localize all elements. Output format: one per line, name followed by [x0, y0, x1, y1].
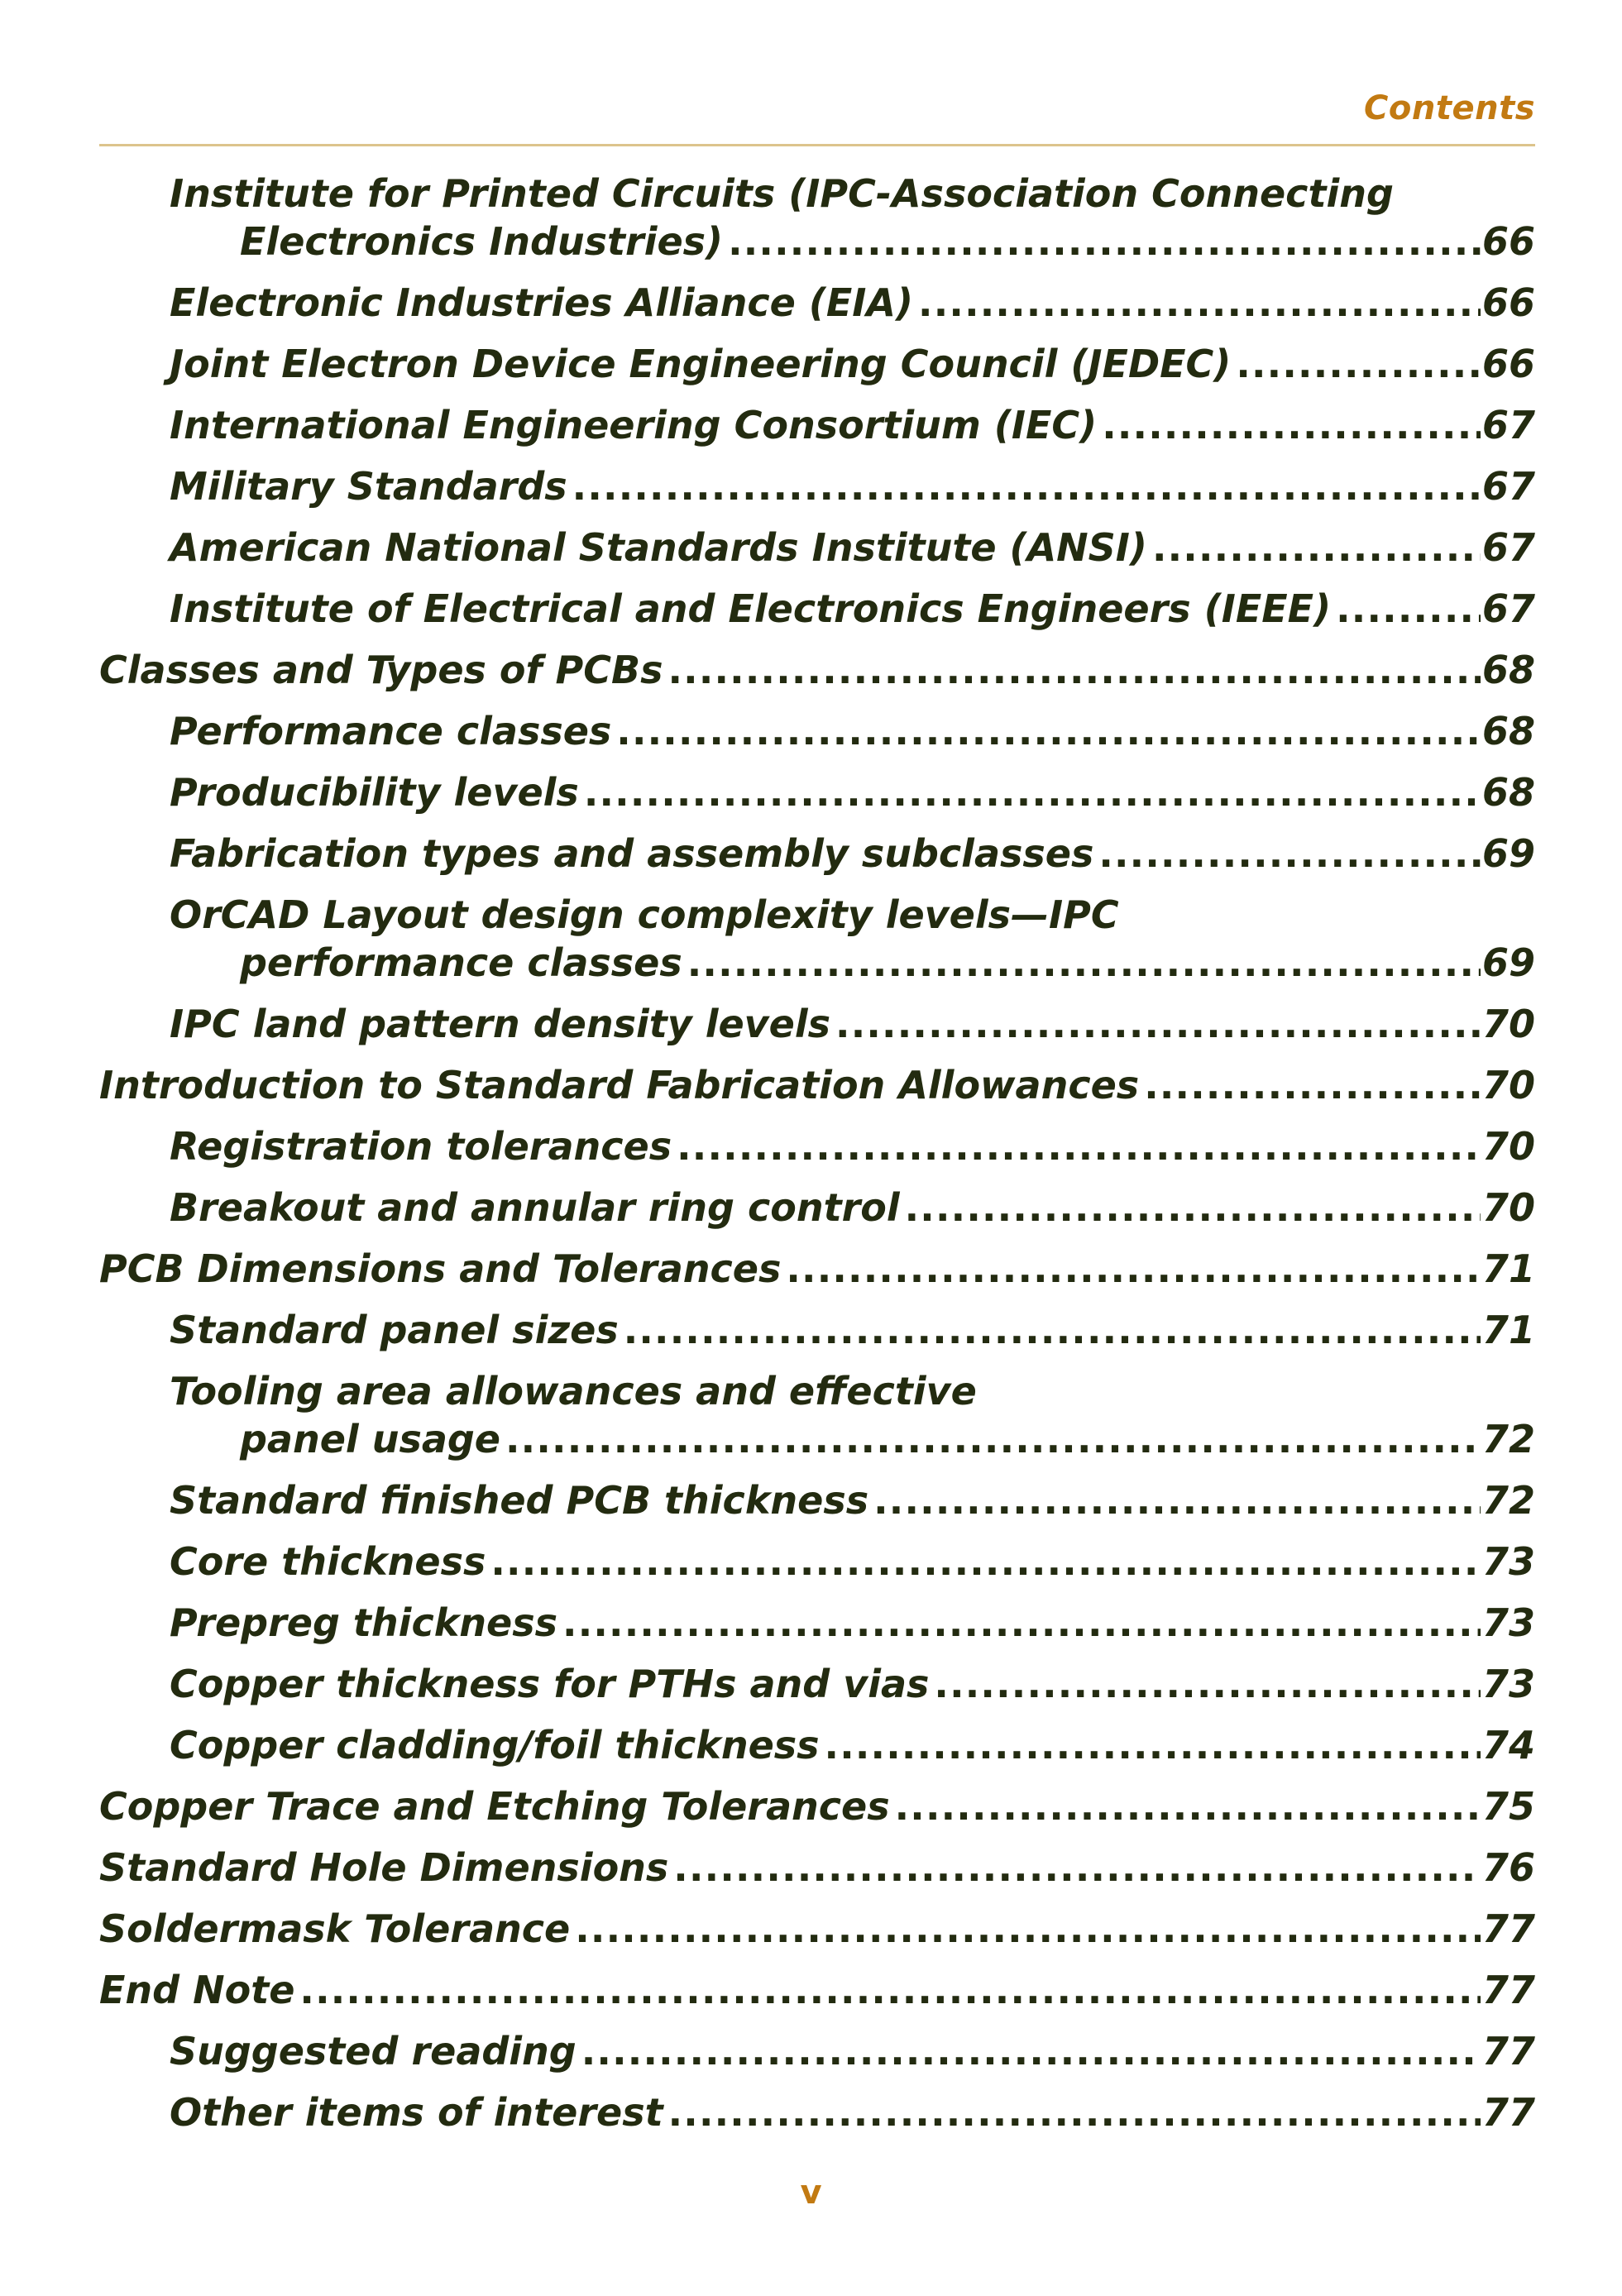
toc-entry-title: Copper Trace and Etching Tolerances	[99, 1784, 890, 1829]
toc-entry-title: IPC land pattern density levels	[170, 1002, 831, 1046]
toc-section-entry[interactable]	[99, 1245, 1535, 1293]
dot-leader	[668, 1844, 1481, 1892]
toc-entry-row	[170, 1599, 1535, 1647]
dot-leader	[682, 939, 1481, 987]
toc-page-number: 66	[1481, 342, 1535, 386]
dot-leader	[1097, 401, 1481, 449]
toc-entry-row	[99, 1844, 1535, 1892]
toc-page-number: 77	[1481, 1906, 1535, 1951]
dot-leader	[570, 1905, 1481, 1953]
toc-entry-row	[170, 279, 1535, 327]
toc-subsection-entry[interactable]	[99, 401, 1535, 449]
toc-section-entry[interactable]	[99, 1061, 1535, 1109]
toc-subsection-entry[interactable]	[99, 768, 1535, 816]
toc-entry-title: Fabrication types and assembly subclasses	[170, 831, 1094, 876]
toc-entry-row	[170, 707, 1535, 755]
toc-page-number: 67	[1481, 525, 1535, 570]
page-number: v	[800, 2174, 822, 2212]
dot-leader	[820, 1721, 1481, 1769]
toc-entry-row	[170, 1306, 1535, 1354]
dot-leader	[868, 1476, 1481, 1524]
toc-page-number: 70	[1481, 1002, 1535, 1046]
toc-page-number: 71	[1481, 1246, 1535, 1291]
toc-entry-row	[170, 524, 1535, 572]
toc-page-number: 72	[1481, 1478, 1535, 1523]
toc-page-number: 67	[1481, 464, 1535, 509]
toc-entry-title: Electronic Industries Alliance (EIA)	[170, 280, 914, 325]
toc-entry-title: Other items of interest	[170, 2090, 663, 2135]
toc-entry-row	[170, 1660, 1535, 1708]
toc-subsection-entry[interactable]	[99, 462, 1535, 510]
toc-page-number: 77	[1481, 2029, 1535, 2074]
toc-subsection-entry[interactable]	[99, 1599, 1535, 1647]
toc-subsection-entry[interactable]	[99, 1721, 1535, 1769]
toc-subsection-entry[interactable]	[99, 340, 1535, 388]
toc-page-number: 68	[1481, 709, 1535, 753]
toc-entry-title: Electronics Industries)	[240, 219, 724, 264]
toc-page-number: 77	[1481, 2090, 1535, 2135]
dot-leader	[486, 1538, 1481, 1586]
dot-leader	[913, 279, 1481, 327]
toc-subsection-entry[interactable]	[99, 1122, 1535, 1170]
toc-subsection-entry[interactable]	[99, 1476, 1535, 1524]
toc-subsection-entry[interactable]	[99, 170, 1535, 265]
table-of-contents	[99, 170, 1535, 2150]
toc-entry-title: panel usage	[240, 1417, 500, 1461]
toc-subsection-entry[interactable]	[99, 1184, 1535, 1232]
toc-page-number: 70	[1481, 1124, 1535, 1169]
dot-leader	[663, 646, 1481, 694]
toc-entry-row	[170, 462, 1535, 510]
toc-entry-title: American National Standards Institute (ANSI)	[170, 525, 1147, 570]
toc-entry-title-line1: Institute for Printed Circuits (IPC-Association Connecting	[170, 171, 1394, 216]
toc-entry-title: Registration tolerances	[170, 1124, 672, 1169]
toc-entry-title: Military Standards	[170, 464, 567, 509]
toc-subsection-entry[interactable]	[99, 1000, 1535, 1048]
toc-subsection-entry[interactable]	[99, 2088, 1535, 2136]
toc-page-number: 69	[1481, 940, 1535, 985]
toc-subsection-entry[interactable]	[99, 1660, 1535, 1708]
toc-entry-row	[170, 768, 1535, 816]
toc-page-number: 73	[1481, 1539, 1535, 1584]
toc-subsection-entry[interactable]	[99, 1538, 1535, 1586]
dot-leader	[567, 462, 1481, 510]
dot-leader	[294, 1966, 1481, 2014]
toc-subsection-entry[interactable]	[99, 585, 1535, 633]
toc-page-number: 77	[1481, 1968, 1535, 2012]
running-header-title: Contents	[1364, 89, 1535, 127]
toc-entry-row	[99, 1905, 1535, 1953]
dot-leader	[619, 1306, 1481, 1354]
dot-leader	[1331, 585, 1481, 633]
toc-page-number: 74	[1481, 1723, 1535, 1767]
toc-entry-title: Producibility levels	[170, 770, 579, 815]
toc-entry-title: Introduction to Standard Fabrication Allowances	[99, 1063, 1140, 1107]
dot-leader	[557, 1599, 1481, 1647]
toc-entry-title: End Note	[99, 1968, 295, 2012]
toc-entry-title: Performance classes	[170, 709, 612, 753]
toc-subsection-entry[interactable]	[99, 1367, 1535, 1463]
dot-leader	[929, 1660, 1481, 1708]
toc-page-number: 67	[1481, 403, 1535, 447]
dot-leader	[900, 1184, 1481, 1232]
dot-leader	[890, 1782, 1481, 1830]
dot-leader	[1147, 524, 1481, 572]
dot-leader	[579, 768, 1481, 816]
toc-section-entry[interactable]	[99, 1844, 1535, 1892]
toc-entry-row	[170, 1538, 1535, 1586]
toc-entry-title: Standard finished PCB thickness	[170, 1478, 869, 1523]
toc-page-number: 72	[1481, 1417, 1535, 1461]
toc-entry-title: Institute of Electrical and Electronics Engineers (IEEE)	[170, 586, 1332, 631]
header-rule	[99, 144, 1535, 146]
toc-entry-row	[170, 585, 1535, 633]
toc-entry-row	[170, 2027, 1535, 2075]
toc-section-entry[interactable]	[99, 646, 1535, 694]
toc-entry-title-line1: Tooling area allowances and effective	[170, 1369, 977, 1413]
toc-entry-title: International Engineering Consortium (IEC)	[170, 403, 1098, 447]
toc-section-entry[interactable]	[99, 1905, 1535, 1953]
toc-entry-row	[170, 218, 1535, 265]
toc-entry-row	[170, 1721, 1535, 1769]
toc-entry-row	[170, 340, 1535, 388]
toc-subsection-entry[interactable]	[99, 279, 1535, 327]
dot-leader	[500, 1415, 1481, 1463]
toc-entry-row	[170, 1122, 1535, 1170]
dot-leader	[1093, 830, 1481, 878]
dot-leader	[781, 1245, 1481, 1293]
toc-section-entry[interactable]	[99, 1966, 1535, 2014]
toc-entry-title: Breakout and annular ring control	[170, 1185, 900, 1230]
toc-entry-title-line1: OrCAD Layout design complexity levels—IPC	[170, 892, 1119, 937]
dot-leader	[611, 707, 1481, 755]
toc-entry-title: Core thickness	[170, 1539, 486, 1584]
toc-subsection-entry[interactable]	[99, 891, 1535, 987]
toc-entry-row	[170, 1184, 1535, 1232]
toc-page-number: 75	[1481, 1784, 1535, 1829]
dot-leader	[723, 218, 1481, 265]
toc-entry-row	[99, 1966, 1535, 2014]
toc-page-number: 66	[1481, 219, 1535, 264]
toc-entry-title: Copper thickness for PTHs and vias	[170, 1662, 930, 1706]
dot-leader	[672, 1122, 1481, 1170]
toc-page-number: 67	[1481, 586, 1535, 631]
toc-page-number: 70	[1481, 1063, 1535, 1107]
toc-entry-row	[170, 2088, 1535, 2136]
toc-entry-title: Copper cladding/foil thickness	[170, 1723, 820, 1767]
toc-page-number: 73	[1481, 1600, 1535, 1645]
toc-entry-title: Standard Hole Dimensions	[99, 1845, 669, 1890]
toc-entry-title: Soldermask Tolerance	[99, 1906, 571, 1951]
toc-page-number: 68	[1481, 648, 1535, 692]
toc-entry-title: Joint Electron Device Engineering Council (JEDEC)	[170, 342, 1232, 386]
toc-entry-row	[170, 1476, 1535, 1524]
toc-entry-title: Suggested reading	[170, 2029, 577, 2074]
toc-subsection-entry[interactable]	[99, 830, 1535, 878]
toc-entry-title: Standard panel sizes	[170, 1308, 619, 1352]
dot-leader	[830, 1000, 1481, 1048]
toc-entry-row	[170, 939, 1535, 987]
dot-leader	[577, 2027, 1481, 2075]
toc-entry-title: PCB Dimensions and Tolerances	[99, 1246, 782, 1291]
toc-page-number: 73	[1481, 1662, 1535, 1706]
toc-subsection-entry[interactable]	[99, 2027, 1535, 2075]
dot-leader	[1231, 340, 1481, 388]
toc-subsection-entry[interactable]	[99, 1306, 1535, 1354]
toc-entry-title: Prepreg thickness	[170, 1600, 558, 1645]
toc-page-number: 76	[1481, 1845, 1535, 1890]
dot-leader	[1139, 1061, 1481, 1109]
toc-page-number: 70	[1481, 1185, 1535, 1230]
toc-entry-title: performance classes	[240, 940, 682, 985]
toc-entry-row	[99, 1245, 1535, 1293]
toc-page-number: 69	[1481, 831, 1535, 876]
toc-subsection-entry[interactable]	[99, 707, 1535, 755]
toc-page-number: 71	[1481, 1308, 1535, 1352]
toc-entry-row	[170, 401, 1535, 449]
toc-section-entry[interactable]	[99, 1782, 1535, 1830]
toc-entry-row	[99, 1782, 1535, 1830]
toc-entry-row	[170, 830, 1535, 878]
toc-entry-title: Classes and Types of PCBs	[99, 648, 663, 692]
toc-page-number: 66	[1481, 280, 1535, 325]
toc-entry-row	[99, 646, 1535, 694]
toc-page-number: 68	[1481, 770, 1535, 815]
dot-leader	[663, 2088, 1481, 2136]
toc-entry-row	[170, 1000, 1535, 1048]
toc-subsection-entry[interactable]	[99, 524, 1535, 572]
toc-entry-row	[170, 1415, 1535, 1463]
toc-entry-row	[99, 1061, 1535, 1109]
